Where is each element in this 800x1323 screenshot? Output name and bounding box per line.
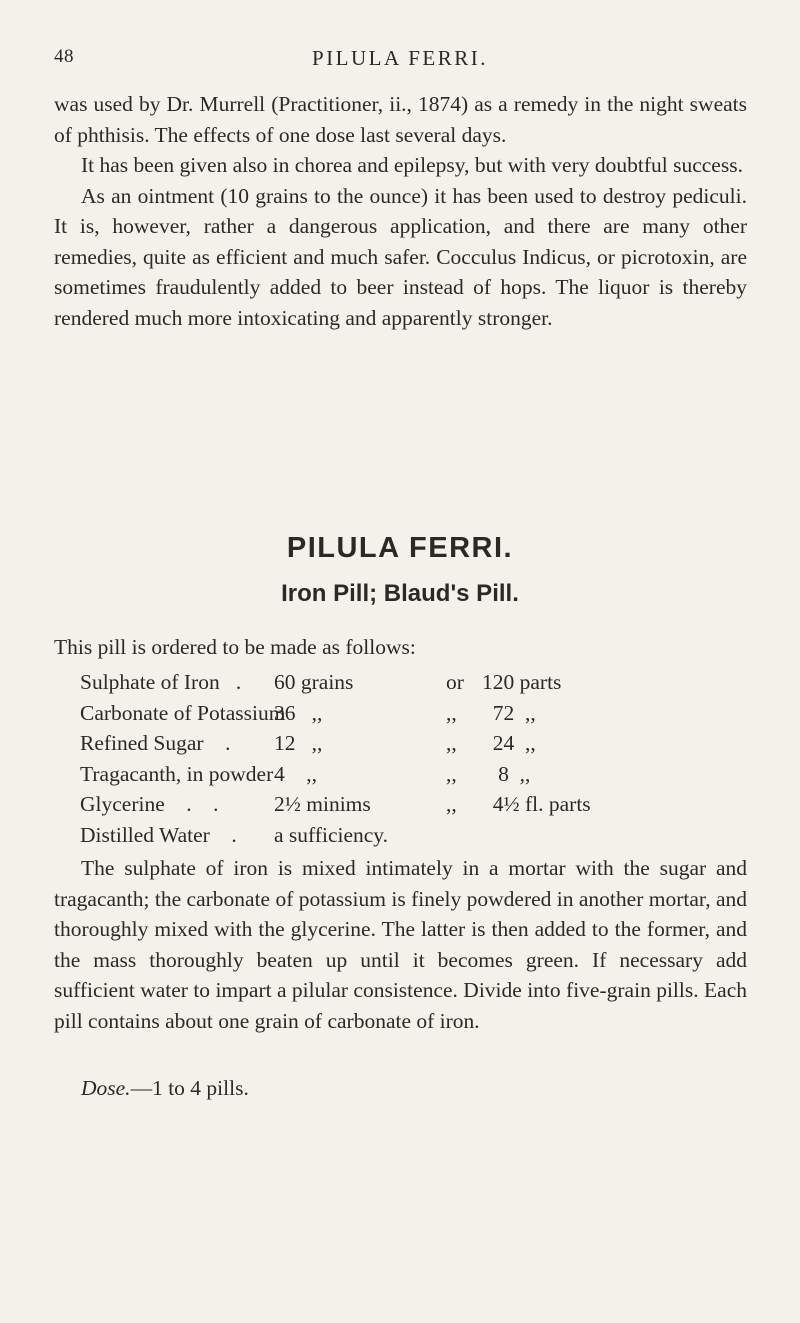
intro-p1-text: was used by Dr. Murrell (Practitioner, ii., 1874) as a remedy in the night sweats of phthisis. The effects of one dose last several days. — [54, 92, 747, 147]
ingredient-amount: 4 ,, — [274, 761, 317, 786]
ingredient-amount: 12 ,, — [274, 731, 323, 755]
recipe-row — [80, 762, 760, 793]
ingredient-name: Sulphate of Iron . — [80, 670, 242, 694]
recipe-row — [80, 731, 760, 762]
running-head: PILULA FERRI. — [311, 46, 488, 70]
recipe-row — [80, 701, 760, 732]
section-title: PILULA FERRI. — [286, 532, 514, 564]
ingredient-amount: 36 ,, — [274, 700, 323, 725]
ingredient-name: Distilled Water . — [80, 822, 237, 847]
ingredient-name: Glycerine . . — [80, 792, 219, 816]
intro-paragraph-1 — [54, 89, 747, 150]
ingredient-name: Carbonate of Potassium — [80, 700, 286, 725]
ingredient-or: or — [446, 670, 464, 694]
recipe-table — [80, 670, 760, 853]
ingredient-or: ,, — [446, 792, 457, 816]
ingredient-name: Refined Sugar . — [80, 731, 231, 755]
ingredient-amount: 2½ minims — [274, 792, 371, 816]
dose-line — [81, 1076, 249, 1101]
ingredient-parts: 72 ,, — [482, 700, 536, 725]
recipe-row — [80, 792, 760, 823]
method-text — [54, 853, 747, 1036]
ingredient-parts: 8 ,, — [482, 761, 531, 786]
intro-paragraph-2: It has been given also in chorea and epilepsy, but with very doubtful success. — [81, 153, 743, 177]
dose-text: —1 to 4 pills. — [130, 1076, 249, 1100]
ingredient-or: ,, — [446, 731, 457, 755]
ingredient-parts: 24 ,, — [482, 731, 536, 755]
recipe-row — [80, 670, 760, 701]
intro-text — [54, 89, 747, 333]
intro-paragraph-3: As an ointment (10 grains to the ounce) it has been used to destroy pediculi. It is, however, rather a dangerous application, and there are many other remedies, quite as efficient and much safer. Cocculus Indicus, or picrotoxin, are sometimes fraudulently added to beer instead of hops. The liquor is thereby rendered much more intoxicating and apparently stronger. — [54, 183, 747, 330]
order-line: This pill is ordered to be made as follows: — [54, 635, 416, 659]
ingredient-or: ,, — [446, 761, 457, 786]
page-number: 48 — [54, 46, 74, 67]
ingredient-or: ,, — [446, 700, 457, 725]
ingredient-amount: a sufficiency. — [274, 822, 389, 847]
recipe-row — [80, 823, 760, 854]
ingredient-amount: 60 grains — [274, 670, 354, 694]
section-subtitle: Iron Pill; Blaud's Pill. — [281, 580, 519, 607]
ingredient-parts: 120 parts — [482, 670, 562, 694]
ingredient-name: Tragacanth, in powder — [80, 761, 274, 786]
method-paragraph: The sulphate of iron is mixed intimately in a mortar with the sugar and tragacanth; the carbonate of potassium is finely powdered in another mortar, and thoroughly mixed with the glycerine. The latter is then added to the former, and the mass thoroughly beaten up until it becomes green. If necessary add sufficient water to impart a pilular consistence. Divide into five-grain pills. Each pill contains about one grain of carbonate of iron. — [54, 856, 747, 1033]
ingredient-parts: 4½ fl. parts — [482, 792, 591, 816]
page-header — [54, 46, 746, 74]
dose-label: Dose. — [81, 1076, 131, 1100]
